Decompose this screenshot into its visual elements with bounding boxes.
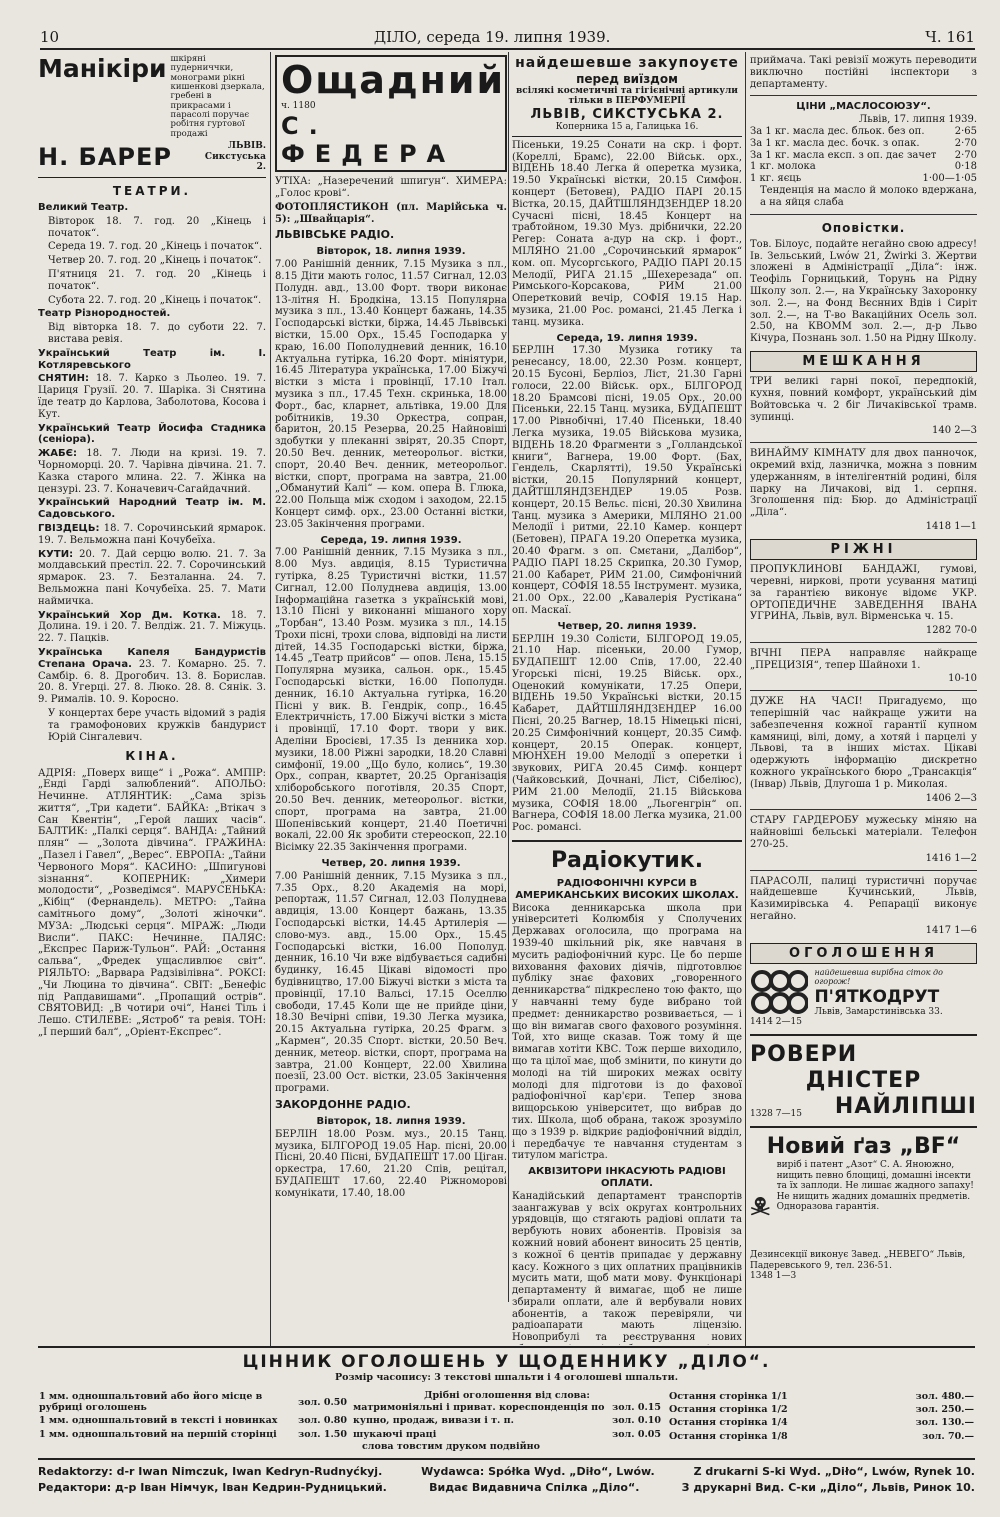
misc-heading: РІЖНІ [750,539,977,560]
notices-heading: Оповістки. [821,220,906,235]
butter-price-row [750,161,977,173]
last-page-rate-label: Остання сторінка 1/2 [669,1404,788,1416]
theatre-entry [38,216,266,240]
barer-name: Н. БАРЕР [38,142,172,171]
tuesday-heading: Вівторок, 18. липня 1939. [316,246,466,258]
page-footer [38,1462,975,1495]
butter-price-value: 2·70 [954,149,977,161]
theatre-entry-heading: Український Хор Дм. Котка. [38,609,231,621]
perfumery-headline: найдешевше закупоуєте [515,55,739,71]
butter-price-value: 2·70 [954,137,977,149]
theatre-entry-text: У концертах бере участь відомий з радія та грамофонових кружків бандурист Юрій Сінгалевич. [48,707,266,743]
editors-cyrillic: Редактори: д-р Іван Німчук, Іван Кедрин-Рудницький. [38,1480,387,1494]
theatre-entry-heading: ГВІЗДЕЦЬ: [38,523,104,534]
theatres-list [38,202,266,743]
issue-number: Ч. 161 [925,28,975,47]
perfumery-address: ЛЬВІВ, СИКСТУСЬКА 2. [530,106,724,122]
butter-prices-table [750,126,977,185]
butter-price-value: 2·65 [954,125,977,137]
pyatkodrut-name: П'ЯТКОДРУТ [814,986,940,1007]
butter-price-item: 1 кг. молока [750,161,816,173]
last-page-rate-price: зол. 70.— [922,1430,974,1442]
fotoplastikon-text: ФОТОПЛЯСТИКОН (пл. Марійська ч. 5): „Швайцарія“. [275,201,507,225]
oshchadnyi-ad [275,55,507,172]
theatre-entry-text: Середа 19. 7. год. 20 „Кінець і початок“. [48,241,263,253]
last-page-rate [668,1390,975,1403]
foreign-radio-day: Вівторок, 18. липня 1939. [316,1115,466,1127]
apartment-ad-2-code: 1418 1—1 [925,520,977,532]
apartments-heading: МЕШКАННЯ [750,351,977,372]
manikiry-text: шкіряні пудерниччки, монограми рікні кишенкові дзеркала, гребені в прикрасами і парасолі поручає робітня гуртової продажі [170,55,265,139]
skull-crossbones-icon [750,1160,771,1250]
theatre-entry [38,647,266,706]
theatre-entry-heading: Українська Капеля Бандуристів Степана Орача. [38,646,266,670]
misc-ad-4-code: 1416 1—2 [925,852,977,864]
theatre-entry [38,373,266,420]
theatre-entry [38,549,266,608]
column-rule [270,52,271,1347]
ad-number: ч. 1180 [281,101,316,111]
theatre-entry-text: 18. 7. Карко з Льолео. 19. 7. Цариця Грузії. 20. 7. Шаріка. Зі Снятина їде театр до Карлова, Заболотова, Косова і Кут. [38,373,266,420]
misc-ad-1: ПРОПУКЛИНОВІ БАНДАЖІ, гумові, черевні, ниркові, проти усування матиці за гарантією виконує відомє УКР. ОРТОПЕДИЧНЕ ЗАВЕДЕННЯ ІВАНА УГРИНА, Львів, вул. Вірменська ч. 15. [750,564,977,623]
gaz-bf-title: Новий ґаз „BF“ [766,1133,961,1159]
butter-price-item: За 1 кг. масла експ. з оп. дає зачет [750,149,937,161]
last-page-rate-label: Остання сторінка 1/4 [669,1417,788,1429]
butter-price-item: За 1 кг. масла дес. бочк. з опак. [750,137,920,149]
gaz-bf-footer: Дезинсекції виконує Завед. „НЕВЕГО“ Львів, Падеревського 9, тел. 236-51. [750,1249,966,1271]
display-ad-rate-label: 1 мм. одношпальтовий на першій сторінці [39,1428,277,1440]
pyatkodrut-ad [750,968,977,1018]
theatre-entry [38,202,266,214]
butter-price-row [750,173,977,185]
last-page-rate-label: Остання сторінка 1/8 [669,1430,788,1442]
butter-price-row [750,138,977,150]
last-page-rate-price: зол. 130.— [915,1417,974,1429]
thursday-heading-2: Четвер, 20. липня 1939. [557,620,697,632]
radio-program-1: Пісеньки, 19.25 Сонати на скр. і форт. (Кореллі, Брамс), 22.00 Військ. орх., ВІДЕНЬ 18.40 Легка й оперетка музика, 19.50 Українські вістки, 20.15 Симфон. концерт (Бетовен), РАДІО ПАРІ 20.15 Вістка, 20.15, ДАЙТШЛЯНДЗЕНДЕР 18.20 Сучасні пісні, 18.45 Концерт на трабтойном, 19.30 Муз. дрібнички, 22.20 Регер: Соната а-дур на скр. і форт., МІЛЯНО 21.00 „Сорочинський ярмарок“ ком. оп. Мусоргського, РАДІО ПАРІ 20.15 Мелодії, РИГА 21.15 „Шехерезада“ оп. Римського-Корсакова, РИМ 21.00 Оперетковий вечір, СОФІЯ 19.15 Нар. музика, 21.00 Рос. романсі, 21.45 Легка і танц. музика. [512,139,742,328]
thursday-heading: Четвер, 20. липня 1939. [321,858,461,870]
pyatkodrut-code: 1414 2—15 [750,1017,802,1028]
page-number: 10 [40,28,60,47]
theatre-entry-text: 20. 7. Дай серцю волю. 21. 7. За молдавський престіл. 22. 7. Сорочинський ярмарок. 23. 7. Безталанна. 24. 7. Вельможна пані Кочубеїха. 25. 7. Мати наймичка. [38,548,266,607]
column-rule [508,52,509,1302]
butter-prices-heading: ЦІНИ „МАСЛОСОЮЗУ“. [796,101,931,113]
butter-price-item: За 1 кг. масла дес. бльок. без оп. [750,125,925,137]
theatre-entry-heading: Український Театр Йосифа Стадника (сеніора). [38,422,266,446]
display-ad-rate [38,1414,348,1427]
radiokutyk-subheading: РАДІОФОНІЧНІ КУРСИ В АМЕРИКАНСЬКИХ ВИСОКИХ ШКОЛАХ. [515,878,739,901]
rovery-code: 1328 7—15 [750,1109,802,1120]
rovery-ad [750,1042,977,1120]
wednesday-heading-2: Середа, 19. липня 1939. [556,332,698,344]
last-page-rate-label: Остання сторінка 1/1 [669,1391,788,1402]
manikiry-ad [38,55,266,178]
theatre-entry-heading: КУТИ: [38,548,80,560]
radio-program-2: БЕРЛІН 17.30 Музика готику та ренесансу, 18.00, 22.30 Розм. концерт, 20.15 Бусоні, Берліоз, Ліст, 21.30 Гарні голоси, 22.00 Військ. орх., БІЛГОРОД 18.20 Брамсові пісні, 19.05 Орх., 20.00 Пісеньки, 22.15 Танц. музика, БУДАПЕШТ 17.00 Рівнобічні, 17.40 Пісеньки, 18.40 Легка музика, 19.05 Військова музика, ВІДЕНЬ 18.20 Фрагменти з „Голландської книги“, Вагнера, 19.00 Форт. (Бах, Гендель, Скарлятті), 19.50 Українські вістки, 20.15 Популярний концерт, ДАЙТШЛЯНДЗЕНДЕР 19.05 Розв. концерт, 20.15 Вельс. пісні, 20.30 Хвилина Танц. музика з Америки, МІЛЯНО 21.00 Мелодії і ритми, 22.10 Камер. концерт (Бетовен), ПРАГА 19.20 Оперетка музика, 20.40 Фрагм. з оп. Смєтани, „Далібор“, РАДІО ПАРІ 18.25 Скрипка, 20.30 Гумор, 21.00 Кабарет, РИМ 21.00, Симфонічний концерт, СОФІЯ 18.55 Інструмент. музика, 21.00 Орх., 22.00 „Кавалерія Рустікана“ оп. Маскаї. [512,345,742,616]
theatres-heading: ТЕАТРИ. [112,183,192,198]
small-ad-rate [352,1414,662,1427]
theatre-entry [38,308,266,320]
misc-ad-2-code: 10-10 [948,673,977,685]
display-ad-rate-price: зол. 0.50 [298,1396,347,1408]
theatre-entry-text: П'ятниця 21. 7. год. 20 „Кінець і початок“. [48,269,266,292]
last-page-rate-price: зол. 480.— [915,1391,974,1402]
display-ad-rate-label: 1 мм. одношпальтовий в тексті і новинках [39,1415,278,1427]
price-list-subtitle: Розмір часопису: 3 текстові шпальти і 4 оголошеві шпальти. [334,1372,679,1384]
federa-name: С. ФЕДЕРА [281,111,456,168]
small-ad-rate-label: купно, продаж, вивази і т. п. [353,1415,514,1427]
perfumery-line2: перед виїздом [576,71,678,86]
radio-program-3: БЕРЛІН 19.30 Солісти, БІЛГОРОД 19.05, 21.10 Нар. пісеньки, 20.00 Гумор, БУДАПЕШТ 12.00 Спів, 17.00, 22.40 Угорські пісні, 19.25 Військ. орх., Оценокий комунікати, 17.25 Опери, ВІДЕНЬ 19.50 Українські вістки, 20.15 Кабарет, ДАЙТШЛЯНДЗЕНДЕР 16.00 Пісні, 20.25 Вагнер, 18.15 Німецькі пісні, 20.25 Симфонічний концерт, 20.35 Симф. концерт, 20.15 Операк. концерт, МЮНХЕН 19.00 Мелодії з оперетки і звукових, РИГА 20.45 Симф. концерт (Чайковський, Дочнані, Ліст, Сібеліюс), РИМ 21.00 Мелодії, 21.15 Військова музика, СОФІЯ 18.00 „Льогенгрін“ оп. Вагнера, СОФІЯ 18.00 Легка музика, 21.00 Рос. романсі. [512,633,742,834]
theatre-entry-text: Четвер 20. 7. год. 20 „Кінець і початок“. [48,255,262,267]
newspaper-title: ДІЛО, середа 19. липня 1939. [373,28,611,47]
theatre-entry-heading: Український Народний Театр ім. М. Садовського. [38,497,266,521]
theatre-entry-heading: Театр Різнородностей. [38,308,171,320]
butter-price-row [750,126,977,138]
last-page-rate [668,1403,975,1416]
utikha-text: УТІХА: „Назеречений шпигун“. ХИМЕРА: „Голос крові“. [275,176,507,200]
price-list-left [38,1390,348,1441]
theatre-entry-text: 18. 7. Долина. 19. і 20. 7. Велдіж. 21. 7. Міжуць. 22. 7. Пацків. [38,609,266,645]
small-ad-rate [352,1401,662,1414]
pyatkodrut-address: Львів, Замарстинівська 33. [814,1006,943,1017]
lviv-radio-heading: ЛЬВІВСЬКЕ РАДІО. [275,228,395,242]
theatre-entry-text: Вівторок 18. 7. год. 20 „Кінець і початок“. [48,215,266,239]
price-list-middle [352,1390,662,1452]
theatre-entry [38,295,266,307]
last-page-rate [668,1416,975,1429]
manikiry-headline: Манікіри [38,55,167,83]
thursday-program: 7.00 Ранішній денник, 7.15 Музика з пл., 7.35 Орх., 8.20 Академія на морі, репортаж, 11.57 Сигнал, 12.03 Полуднева авдиція, 13.00 Концерт бажань, 13.35 Господарські вістки, 14.45 Артилерія — слово-муз. авд., 15.00 Орх., 15.45 Господарські вістки, 16.00 Пополуд. денник, 16.10 Чи вже відбувається садибні будинку, 16.45 Цікаві відомості про будівництво, 17.00 Біжучі вістки з міста та провінції, 17.10 Вальсі, 17.15 Оселлю свободи, 17.45 Коли ще не прийде ціни, 18.30 Вечірні співи, 19.30 Легка музика, 20.15 Актуальна гутірка, 20.25 Фрагм. з „Кармен“, 20.35 Спорт. вістки, 20.50 Веч. денник, метеор. вістки, спорт, програма на завтра, 21.00 Концерт, 22.00 Хвилина поезії, 23.00 Ост. вістки, 23.05 Закінчення програми. [275,870,507,1095]
gaz-bf-code: 1348 1—3 [750,1271,797,1282]
foreign-radio-program: БЕРЛІН 18.00 Розм. муз., 20.15 Танц. музика, БІЛГОРОД 19.05 Нар. пісні, 20.00 Пісні, 20.40 Пісні, БУДАПЕШТ 17.00 Ціган. оркестра, 17.60, 21.20 Спів, рецітал, БУДАПЕШТ 17.60, 22.40 Ріжноморові комунікати, 17.40, 18.00 [275,1128,507,1199]
column-3 [512,55,742,1345]
wednesday-heading: Середа, 19. липня 1939. [320,534,462,546]
gaz-bf-ad [750,1134,977,1282]
small-ads-note: слова товстим друком подвійно [362,1440,540,1452]
rovery-line1: РОВЕРИ [750,1042,858,1068]
display-ad-rate-price: зол. 1.50 [298,1428,347,1440]
misc-ad-1-code: 1282 70-0 [925,625,977,637]
page-header [40,28,975,50]
acquisitors-heading: АКВІЗИТОРИ ІНКАСУЮТЬ РАДІОВІ ОПЛАТИ. [528,1166,726,1189]
rovery-line2: ДНІСТЕР [805,1068,922,1094]
misc-ad-5: ПАРАСОЛІ, палиці туристичні поручає найдешевше Кучинський, Львів, Казимирівська 4. Репарації виконує негайно. [750,875,977,923]
oshchadnyi-headline: Ощадний [281,58,506,102]
last-page-rate [668,1430,975,1443]
publisher-latin: Wydawca: Spółka Wyd. „Diło“, Lwów. [421,1465,655,1478]
theatre-entry [38,348,266,372]
publisher-cyrillic: Видає Видавнича Спілка „Діло“. [429,1480,640,1494]
theatre-entry [38,523,266,547]
butter-prices-date: Львів, 17. липня 1939. [858,114,977,126]
radiokutyk-text: Висока денникарська школа при університеті Колюмбія у Сполучених Державах оголосила, що програма на 1939-40 шкільний рік, яке навчаня в мусить радіофонічний курс. Це бо перше виховання фахових діячів, підготовлює публіку знає фахових „говоренного денникарства“ підкреслено тою факто, що у навчанні тему буде вибрано той предмет: денникарство розвивається, — і що він вимагав свого фахового розуміння. Той, хто вище сказав. Тож тому й ще вимагав хотіти КВС. Тож перше виходило, що та цілої має, щоб змінити, по кинути до молоді на тій широких межах освіту молоді для підготови із до фахової радіофонічної кар'єри. Тепер знова вищорською університет, що вибрав до тих. Школа, щоб обрана, також зрозуміло що з 1939 р. відкриє радіофонічний відділ, і передбачує те навчання студентам з титулом магістра. [512,902,742,1162]
theatre-entry [38,322,266,346]
radiokutyk-heading: Радіокутик. [550,848,704,874]
small-ad-rate-label: шукаючі праці [353,1428,437,1440]
theatre-entry-text: 23. 7. Комарно. 25. 7. Самбір. 6. 8. Дрогобич. 13. 8. Борислав. 20. 8. Угерці. 27. 8. Люко. 28. 8. Сянік. 3. 9. Рималів. 10. 9. Коросно. [38,658,266,706]
display-ad-rate-label: 1 мм. одношпальтовий або його місце в рубриці оголошень [39,1391,263,1414]
theatre-entry [38,255,266,267]
apartment-ad-2: ВИНАЙМУ КІМНАТУ для двох панночок, окремий вхід, лазничка, можна з повним удержанням, в інтелігентній родині, біля парку на Личакові, від 1. серпня. Зголошення під: Бюр. до Адміністрації „Діла“. [750,448,977,519]
advertisements-heading: ОГОЛОШЕННЯ [750,943,977,964]
perfumery-ad [512,55,742,137]
misc-ad-3: ДУЖЕ НА ЧАСІ! Пригадуємо, що теперішній час найкраще ужити на забезпечення кожної гарантії купном камяниці, вілі, дому, а хотяй і парцелі у Львові, та в інших містах. Цікаві одержують інформацію дискретно кожного українського бюро „Трансакція“ (Інвар) Львів, Длугоша 1 р. Миколая. [750,696,977,790]
theatre-entry [38,448,266,495]
small-ads-heading: Дрібні оголошення від слова: [424,1390,590,1401]
butter-price-item: 1 кг. яєць [750,173,802,185]
misc-ad-2: ВІЧНІ ПЕРА направляє найкраще „ПРЕЦИЗІЯ“, тепер Шайнохи 1. [750,647,977,671]
misc-ad-3-code: 1406 2—3 [925,792,977,804]
tuesday-program: 7.00 Ранішній денник, 7.15 Музика з пл., 8.15 Діти мають голос, 11.57 Сигнал, 12.03 Полудн. авд., 13.00 Форт. твори виконає 13-літня Н. Бродкіна, 13.15 Популярна музика з пл., 13.40 Концерт бажань, 14.35 Господарські вістки, біржа, 14.45 Львівські вістки, 15.00 Орх., 15.45 Господарка у краю, 16.00 Пополудневий денник, 16.10 Актуальна гутірка, 16.20 Форт. мініятури, 16.45 Література українська, 17.00 Біжучі вістки з міста і провінції, 17.10 Італ. музика з пл., 17.45 Техн. скринька, 18.00 Форт., бас, кларнет, альтівка, 19.00 Для робітників, 19.30 Оркестра, сопран, баритон, 20.15 Резерва, 20.25 Найновіші здобутки у плеканні звірят, 20.35 Спорт, 20.50 Веч. денник, метеорольог. вістки, спорт, 20.40 Веч. денник, метеорольог. вістки, спорт, програма на завтра, 21.00 „Обманутий Калі“ — ком. опера В. Глюка, 22.00 Польща між сходом і заходом, 22.15 Концерт симф. орх., 23.00 Останні вістки, 23.05 Закінчення програми. [275,259,507,530]
printer-cyrillic: З друкарні Вид. С-ки „Діло“, Львів, Ринок 10. [681,1480,975,1494]
theatre-entry [38,423,266,447]
misc-ad-5-code: 1417 1—6 [925,924,977,936]
display-ad-rate [38,1390,348,1414]
small-ad-rate [352,1428,662,1441]
theatre-entry [38,269,266,293]
perfumery-address2: Коперника 15 а, Галицька 16. [555,122,699,133]
theatre-entry [38,241,266,253]
footer-rule [38,1458,975,1460]
theatre-entry [38,708,266,743]
price-list-right [668,1390,975,1443]
misc-ad-4: СТАРУ ГАРДЕРОБУ мужеську міняю на найновіші бельські матеріали. Телефон 270-25. [750,815,977,851]
price-list-rule [38,1346,975,1348]
butter-prices-note: Тенденція на масло й молоко вдержана, а на яйця слаба [760,184,977,208]
column-1 [38,55,266,1345]
display-ad-rate [38,1428,348,1441]
price-list [38,1352,975,1383]
foreign-radio-heading: ЗАКОРДОННЕ РАДІО. [275,1097,411,1111]
gaz-bf-text: виріб і патент „Азот“ С. А. Яноюжно, нищить певно блощиці, домашні інсекти та їх заплоди. Не лишає жадного запаху! Не нищить жадних домашніх предметів. Одноразова гарантія. [776,1159,974,1213]
theatre-entry [38,610,266,645]
editors-latin: Redaktorzy: d-r Iwan Nimczuk, Iwan Kedryn-Rudnyćkyj. [38,1465,383,1478]
theatre-entry-heading: Великий Театр. [38,202,129,214]
notices-text: Тов. Білоус, подайте негайно свою адресу! Ів. Зельський, Lwów 21, Żwirki 3. Жертви зложені в Адміністрації „Діла“: інж. Теофіль Горницький, Торунь на Рідну Школу зол. 2.—, на Українську Захоронку зол. 2.—, на Фонд Вєснних Вдів і Сиріт зол. 2.—, на Т-во Вакаційних Осель зол. 2.50, на КВОММ зол. 2.—, д-р Льво Кічура, Познань зол. 1.50 на Рідну Школу. [750,238,977,345]
theatre-entry-text: 18. 7. Сорочинський ярмарок. 19. 7. Вельможна пані Кочубеїха. [38,523,266,546]
butter-price-value: 0·18 [954,161,977,173]
last-page-rate-price: зол. 250.— [915,1404,974,1416]
butter-price-row [750,150,977,162]
cinemas-text: АДРІЯ: „Поверх вище“ і „Рожа“. АМПІР: „Енді Гарді залюблений“. АПОЛЬО: Нечинне. АТЛЯНТИК: „Сама зрізь життя“, „Три кадети“. БАЙКА: „Втікач з Сан Квентін“, „Герой лаших часів“. БАЛТИК: „Палкі серця“. ВАНДА: „Тайний плян“ — „Золота дівчина“. ГРАЖИНА: „Пазел і Гавел“, „Верес“. ЕВРОПА: „Тайни Червоного Моря“. КАСИНО: „Шпигунові зізнання“. КОПЕРНИК: „Химери молодости“, „Розведімся“. МАРУСЕНЬКА: „Кібіц“ (Фернандель). МЕТРО: „Тайна самітнього дому“, „Золоті жіночки“. МУЗА: „Людські серця“. МІРАЖ: „Люди Висли“. ПАКС: Нечинне. ПАЛЯС: „Експрес Париж-Тульон“. РАЙ: „Остання сальва“, „Фредек ущасливлює світ“. РІЯЛЬТО: „Варвара Радзівілівна“. РОКСІ: „Чи Люцина то дівчина“. СВІТ: „Бенефіс під Рапдавишами“. „Пропащий острів“. СВЯТОВИД: „В чотири очі“, Нанєі Тіль і Лешо. СТИЛЕВЕ: „Ястроб“ та ревія. ТОН: „І перший бал“, „Оріент-Експрес“. [38,767,266,1039]
theatre-entry-text: 18. 7. Люди на кризі. 19. 7. Чорноморці. 20. 7. Чарівна дівчина. 21. 7. Казка старого млина. 22. 7. Жінка на цензурі. 23. 7. Коначевич-Сагайдачний. [38,448,266,495]
small-ad-rate-price: зол. 0.10 [612,1415,661,1427]
cinemas-heading: КІНА. [125,749,179,764]
small-ad-rate-price: зол. 0.05 [612,1428,661,1440]
theatre-entry-heading: Український Театр ім. І. Котляревського [38,347,266,371]
rovery-line3: НАЙЛІПШІ [834,1094,977,1119]
theatre-entry-heading: ЖАБЄ: [38,448,87,460]
theatre-entry-text: Субота 22. 7. год. 20 „Кінець і початок“. [48,294,262,306]
price-list-title: ЦІННИК ОГОЛОШЕНЬ У ЩОДЕННИКУ „ДІЛО“. [242,1352,771,1372]
small-ad-rate-label: матримоніяльні і приват. кореспонденція по [353,1402,605,1414]
column-4 [750,55,977,1345]
column-rule [745,52,746,1347]
wednesday-program: 7.00 Ранішній денник, 7.15 Музика з пл., 8.00 Муз. авдиція, 8.15 Туристична гутірка, 8.25 Туристичні вістки, 11.57 Сигнал, 12.00 Полуднева авдиція, 13.00 Інформаційна газетка з українській мові, 13.10 Пісні у виконанні мішаного хору „Торбан“, 13.40 Розм. музика з пл., 14.15 Трохи пісні, трохи слова, відповіді на листи дітей, 14.35 Господарські вістки, біржа, 14.45 „Театр прийсов“ — опов. Лєна, 15.15 Популярна музика, сальон. орк., 15.45 Господарські вістки, 16.00 Пополудн. денник, 16.10 Актуальна гутірка, 16.20 Пісні у вик. В. Гендрік, сопр., 16.45 Електричність, 17.00 Біжучі вістки з міста і провінції, 17.10 Форт. твори у вик. Аделіни Бросієві, 17.35 Із денника хор. музики, 18.00 Ріжні зародки, 18.20 Славні симфонії, 19.00 „Що було, колись“, 19.30 Орх., сопран, квартет, 20.25 Організація хліборобського поготівля, 20.35 Спорт, 20.50 Веч. денник, метеорольог. вістки, спорт, програма на завтра, 21.00 Шопенівський концерт, 21.40 Поетичні вокалі, 22.00 Як зробити стереоскоп, 22.10 Вісімку 22.35 Закінчення програми. [275,547,507,854]
printer-latin: Z drukarni S-ki Wyd. „Diło“, Lwów, Rynek 10. [693,1465,975,1478]
barer-address: ЛЬВІВ. Сикстуська 2. [204,141,266,173]
theatre-entry-text: Від вівторка 18. 7. до суботи 22. 7. вистава ревія. [48,322,266,346]
apartment-ad-1: ТРИ великі гарні покої, передпокій, кухня, повний комфорт, український дім Войтовська ч. 2 біг Личаківської трамв. зупинці. [750,376,977,423]
perfumery-line3: всілякі косметичні та гігієнічні артикули тільки в ПЕРФУМЕРІЇ [516,85,738,107]
theatre-entry-heading: СНЯТИН: [38,373,96,385]
inspection-text: приймача. Такі ревізії можуть переводити виключно постійні інспектори з департаменту. [750,55,977,90]
butter-price-value: 1·00—1·05 [922,173,977,185]
pyatkodrut-tagline: найдешевша вирібна сіток до огорож! [814,967,943,987]
fence-net-icon [750,969,808,1017]
column-2 [275,55,507,1345]
apartment-ad-1-code: 140 2—3 [932,425,977,437]
theatre-entry [38,497,266,521]
display-ad-rate-price: зол. 0.80 [298,1415,347,1427]
acquisitors-text: Канадійський департамент транспортів заангажував у всіх округах контрольних урядовців, що стягають радіові оплати та вербують нових абонентів. Провізія за кожний новий абонент виносить 25 центів, з кожної 6 центів припадає у державну касу. Кожного з цих оплатних працівників мусить мати, щоб мати мову. Функціонарі департаменту й вимагає, щоб не лише збирали оплати, але й вербували нових абонентів, а також перевіряли, чи радіоапарати мають ліцензію. Новоприбулі та реєстрування нових [512,1190,742,1344]
small-ad-rate-price: зол. 0.15 [612,1402,661,1414]
